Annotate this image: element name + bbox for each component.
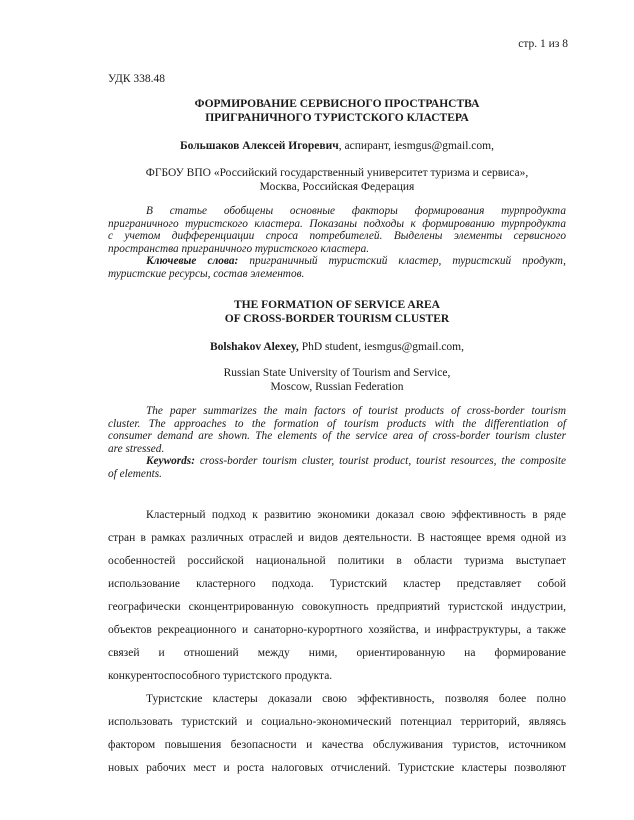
affiliation-en-line: Russian State University of Tourism and Service, <box>223 367 451 379</box>
body-line: стран в рамках различных отраслей и видов деятельности. В настоящее время одной из <box>108 532 566 544</box>
keywords-ru <box>108 255 566 268</box>
title-ru-line: ПРИГРАНИЧНОГО ТУРИСТСКОГО КЛАСТЕРА <box>205 112 469 124</box>
author-ru <box>108 139 566 153</box>
affiliation-en <box>108 366 566 394</box>
author-en <box>108 340 566 354</box>
affiliation-en-line: Moscow, Russian Federation <box>270 381 404 393</box>
body-text <box>108 504 566 780</box>
body-line: использовать туристский и социально-экономический потенциал территорий, являясь <box>108 716 566 728</box>
abstract-en-line: cluster. The approaches to the formation of tourism products with the differentiation of <box>108 417 566 430</box>
author-ru-details: , аспирант, iesmgus@gmail.com, <box>338 140 494 152</box>
abstract-ru-line: приграничного туристского кластера. Показаны подходы к формированию турпродукта <box>108 217 566 230</box>
keywords-ru-label: Ключевые слова: <box>146 255 239 268</box>
abstract-en <box>108 405 566 481</box>
body-line: новых рабочих мест и роста налоговых отчислений. Туристские кластеры позволяют <box>108 762 566 774</box>
keywords-en-line: of elements. <box>108 467 162 480</box>
title-en-line: OF CROSS-BORDER TOURISM CLUSTER <box>224 313 450 325</box>
abstract-en-line: are stressed. <box>108 442 165 455</box>
keywords-ru-text: приграничный туристский кластер, туристский продукт, <box>238 255 566 268</box>
body-line: особенностей российской национальной политики в области туризма выступает <box>108 555 566 567</box>
abstract-ru-line: с учетом дифференциации спроса потребителей. Выделены элементы сервисного <box>108 230 566 243</box>
body-line: связей и отношений между ними, ориентированную на формирование <box>108 647 566 659</box>
title-en <box>108 298 566 326</box>
keywords-en-text: cross-border tourism cluster, tourist product, tourist resources, the composite <box>194 455 566 468</box>
body-line: использование кластерного подхода. Туристский кластер представляет собой <box>108 578 566 590</box>
keywords-en-label: Keywords: <box>146 455 195 468</box>
keywords-ru-line: туристские ресурсы, состав элементов. <box>108 267 305 280</box>
udk-code: УДК 338.48 <box>108 73 165 85</box>
author-en-name: Bolshakov Alexey, <box>209 341 299 353</box>
body-line: Туристские кластеры доказали свою эффективность, позволяя более полно <box>146 693 566 705</box>
body-line: географически сконцентрированную совокупность предприятий туристской индустрии, <box>108 601 566 613</box>
affiliation-ru-line: Москва, Российская Федерация <box>259 181 415 193</box>
body-line: объектов рекреационного и санаторно-курортного хозяйства, и инфраструктуры, а также <box>108 624 566 636</box>
title-ru <box>108 97 566 125</box>
abstract-ru-line: пространства приграничного туристского кластера. <box>108 242 370 255</box>
abstract-ru <box>108 205 566 281</box>
abstract-ru-line: В статье обобщены основные факторы формирования турпродукта <box>146 205 566 217</box>
title-ru-line: ФОРМИРОВАНИЕ СЕРВИСНОГО ПРОСТРАНСТВА <box>194 98 480 110</box>
body-line: Кластерный подход к развитию экономики доказал свою эффективность в ряде <box>146 509 566 521</box>
body-line: конкурентоспособного туристского продукта. <box>108 670 333 682</box>
body-line: фактором повышения безопасности и качества обслуживания туристов, источником <box>108 739 566 751</box>
abstract-en-line: The paper summarizes the main factors of tourist products of cross-border tourism <box>146 405 566 417</box>
title-en-line: THE FORMATION OF SERVICE AREA <box>234 299 440 311</box>
abstract-en-line: consumer demand are shown. The elements of the service area of cross-border tourism cluster <box>108 430 566 443</box>
author-ru-name: Большаков Алексей Игоревич <box>180 140 339 152</box>
author-en-details: PhD student, iesmgus@gmail.com, <box>298 341 465 353</box>
keywords-en <box>108 455 566 468</box>
page-number: стр. 1 из 8 <box>518 38 568 50</box>
affiliation-ru <box>108 166 566 194</box>
affiliation-ru-line: ФГБОУ ВПО «Российский государственный университет туризма и сервиса», <box>145 167 529 179</box>
